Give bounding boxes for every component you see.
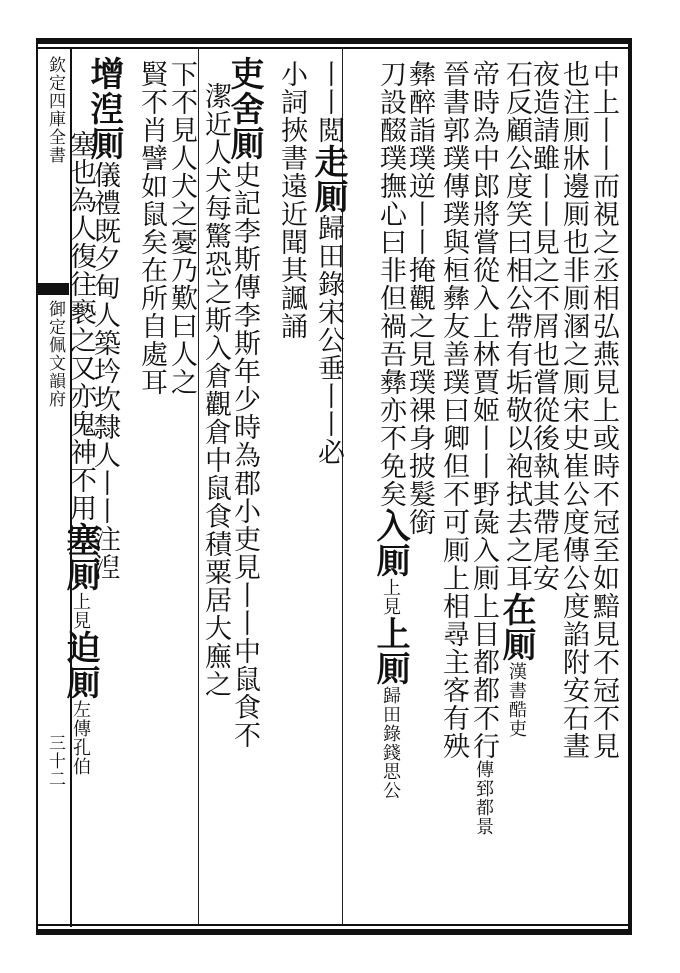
text-segment: 增湼厠 [84,56,124,161]
frame-bottom-border [36,929,632,935]
text-segment: 上見 [70,592,91,630]
text-segment: 也注厠牀邊厠也非厠溷之厠宋史崔公度傳公度諂附安石晝 [558,60,589,760]
text-column-7 [404,60,434,536]
text-segment: 帝時為中郎將嘗從入上林賈姬丨丨野彘入厠上目都都不行 [468,60,499,760]
text-segment: 史記李斯傳李斯年少時為郡小吏見丨丨中鼠食不 [229,161,260,749]
text-column-11 [226,56,262,749]
text-column-14 [136,60,166,396]
text-segment: 中上丨丨而視之丞相弘燕見上或時不冠至如黯見不冠不見 [588,60,619,760]
text-column-5 [468,60,498,836]
margin-book-title: 御定佩文韻府 [45,300,65,408]
text-segment: 歸田錄宋公垂丨丨必 [313,214,344,466]
margin-top-text: 欽定四庫全書 [45,56,65,164]
text-column-4 [498,60,534,738]
frame-top-inner-border [36,47,632,49]
text-segment: 左傳孔伯 [70,700,91,776]
text-segment: 塞厠 [60,522,100,592]
text-segment: 儀禮既夕甸人築坅坎隸人丨丨注湼 [89,161,120,581]
text-column-16 [62,130,98,776]
text-column-8 [372,60,408,800]
text-column-1 [588,60,618,760]
text-column-10 [276,60,306,340]
text-column-9 [310,60,346,466]
text-segment: 塞也為人復往褻之又亦鬼神不用 [65,130,96,522]
text-segment: 丨丨閲 [313,60,344,144]
text-segment: 傳郅都景 [473,760,494,836]
frame-left-border [36,38,38,935]
text-segment: 下不見人犬之憂乃歎曰人之 [166,60,197,396]
text-segment: 小詞 [276,60,307,116]
text-segment: 賢不肖譬如鼠矣在所自處耳 [136,60,167,396]
text-segment: 在厠 [496,592,536,662]
text-segment: 刀設醊璞撫心曰非但禍吾彝亦不免矣 [375,60,406,508]
text-column-2 [558,60,588,760]
text-segment: 上厠 [370,616,410,686]
text-segment: 石反顧公度笑曰相公帶有垢敬以袍拭去之耳 [501,60,532,592]
text-segment: 上見 [380,578,401,616]
text-column-6 [438,60,468,760]
text-column-12 [200,82,230,698]
text-column-13 [166,60,196,396]
text-segment: 夜造請雖丨丨見之不屑也嘗從後執其帶尾安 [528,60,559,592]
frame-right-border [628,38,632,935]
text-segment: 入厠 [370,508,410,578]
frame-top-border [36,38,632,44]
column-divider [198,47,199,924]
text-segment: 歸田錄錢思公 [380,686,401,800]
text-segment: 吏舍厠 [224,56,264,161]
text-segment: 走厠 [308,144,348,214]
text-segment: 晉書郭璞傳璞與桓彝友善璞曰卿但不可厠上相尋主客有殃 [438,60,469,760]
text-segment: 潔近人犬每驚恐之斯入倉觀倉中鼠食積粟居大廡之 [200,82,231,698]
text-segment: 迫厠 [60,630,100,700]
text-segment: 漢書酷吏 [506,662,527,738]
frame-bottom-inner-border [36,924,632,926]
text-segment: 彝醉詣璞逆丨丨掩觀之見璞裸身披髮銜 [404,60,435,536]
text-segment: 挾書遠近聞其諷誦 [276,116,307,340]
margin-page-number: 三十二 [45,734,65,788]
